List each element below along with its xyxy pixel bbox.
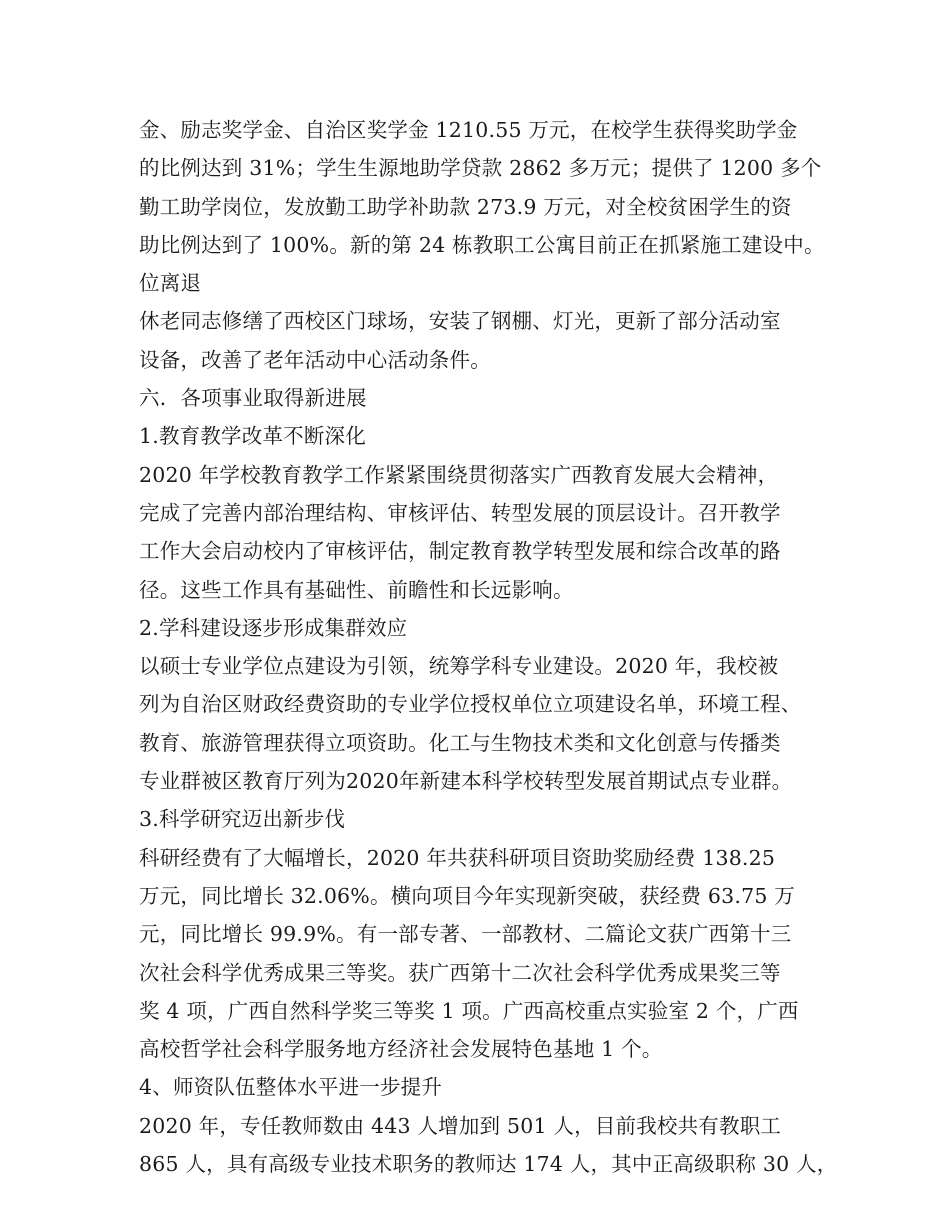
subsection-heading: 2.学科建设逐步形成集群效应 xyxy=(139,615,408,640)
section-heading: 六．各项事业取得新进展 xyxy=(139,386,367,411)
text-line: 元，同比增长 99.9%。有一部专著、一部教材、二篇论文获广西第十三 xyxy=(139,922,792,947)
document-body xyxy=(139,111,839,1183)
text-line: 完成了完善内部治理结构、审核评估、转型发展的顶层设计。召开教学 xyxy=(139,500,781,525)
text-line: 的比例达到 31%；学生生源地助学贷款 2862 多万元；提供了 1200 多个 xyxy=(139,156,822,181)
subsection-heading: 4、师资队伍整体水平进一步提升 xyxy=(139,1075,443,1100)
text-line: 设备，改善了老年活动中心活动条件。 xyxy=(139,347,491,372)
text-line: 次社会科学优秀成果三等奖。获广西第十二次社会科学优秀成果奖三等 xyxy=(139,960,781,985)
text-line: 金、励志奖学金、自治区奖学金 1210.55 万元，在校学生获得奖助学金 xyxy=(139,118,798,142)
text-line: 高校哲学社会科学服务地方经济社会发展特色基地 1 个。 xyxy=(139,1037,663,1062)
text-line: 2020 年，专任教师数由 443 人增加到 501 人，目前我校共有教职工 xyxy=(139,1113,782,1138)
text-line: 工作大会启动校内了审核评估，制定教育教学转型发展和综合改革的路 xyxy=(139,539,781,564)
text-line: 万元，同比增长 32.06%。横向项目今年实现新突破，获经费 63.75 万 xyxy=(139,883,796,908)
text-line: 休老同志修缮了西校区门球场，安装了钢棚、灯光，更新了部分活动室 xyxy=(139,309,781,334)
text-line: 以硕士专业学位点建设为引领，统筹学科专业建设。2020 年，我校被 xyxy=(139,654,779,679)
text-line: 教育、旅游管理获得立项资助。化工与生物技术类和文化创意与传播类 xyxy=(139,730,781,755)
text-line: 径。这些工作具有基础性、前瞻性和长远影响。 xyxy=(139,577,574,602)
subsection-heading: 1.教育教学改革不断深化 xyxy=(139,424,366,449)
text-line: 科研经费有了大幅增长，2020 年共获科研项目资助奖励经费 138.25 xyxy=(139,845,776,870)
text-line: 奖 4 项，广西自然科学奖三等奖 1 项。广西高校重点实验室 2 个，广西 xyxy=(139,998,799,1023)
text-line: 勤工助学岗位，发放勤工助学补助款 273.9 万元，对全校贫困学生的资 xyxy=(139,194,792,219)
text-line: 865 人，具有高级专业技术职务的教师达 174 人，其中正高级职称 30 人， xyxy=(139,1152,838,1177)
text-line: 列为自治区财政经费资助的专业学位授权单位立项建设名单，环境工程、 xyxy=(139,692,802,717)
subsection-heading: 3.科学研究迈出新步伐 xyxy=(139,807,346,832)
text-line: 2020 年学校教育教学工作紧紧围绕贯彻落实广西教育发展大会精神， xyxy=(139,462,779,487)
text-line: 位离退 xyxy=(139,271,202,296)
text-line: 专业群被区教育厅列为2020年新建本科学校转型发展首期试点专业群。 xyxy=(139,769,793,794)
text-line: 助比例达到了 100%。新的第 24 栋教职工公寓目前正在抓紧施工建设中。 xyxy=(139,232,825,257)
